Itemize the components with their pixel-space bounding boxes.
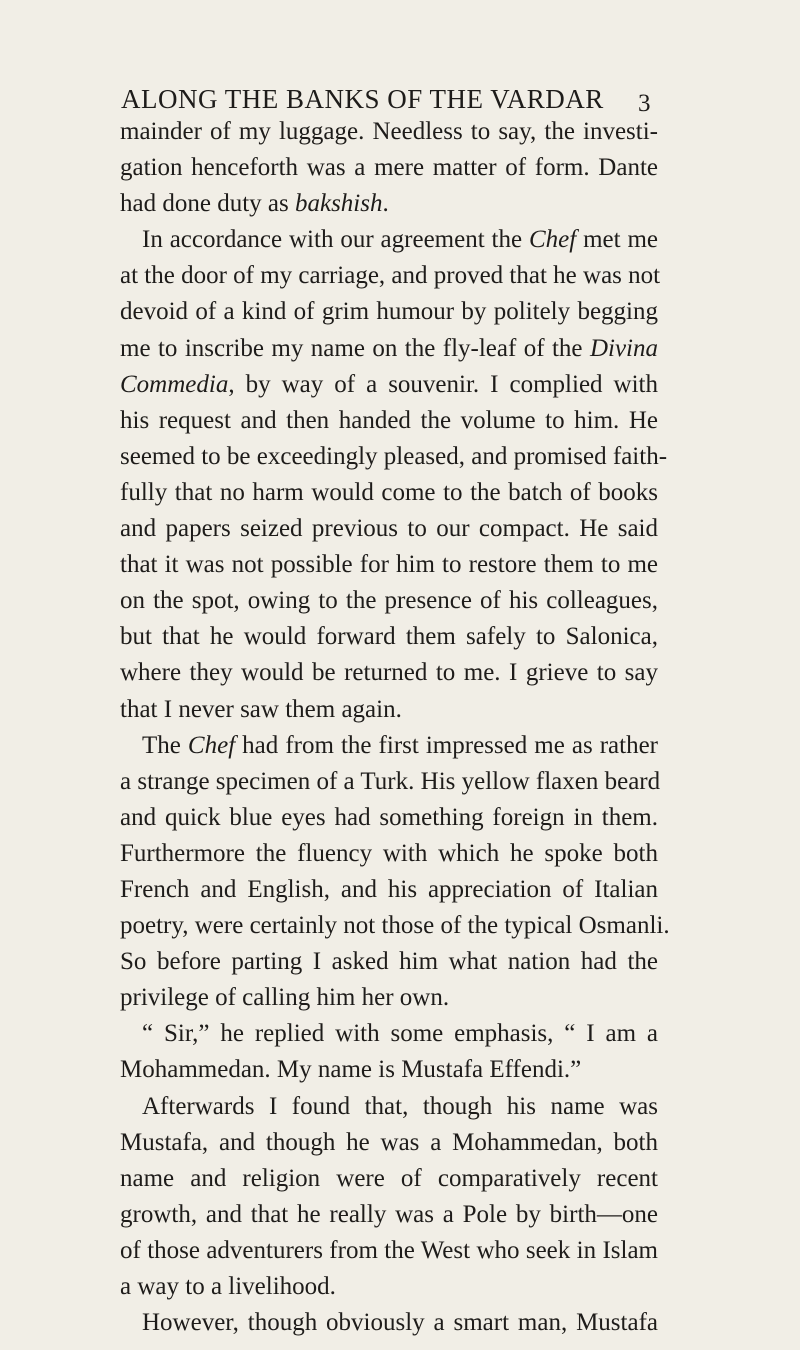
- text-span: So before parting I asked him what nation had the: [120, 948, 658, 976]
- text-span: of those adventurers from the West who seek in Islam: [120, 1236, 658, 1264]
- text-span: seemed to be exceedingly pleased, and promised faith-: [120, 442, 668, 470]
- text-line: [120, 367, 658, 403]
- text-span: , by way of a souvenir. I complied with: [228, 370, 658, 398]
- text-span: growth, and that he really was a Pole by birth—one: [120, 1200, 658, 1228]
- body-text: [120, 114, 670, 1341]
- text-span: that I never saw them again.: [120, 695, 402, 723]
- text-span: privilege of calling him her own.: [120, 984, 450, 1012]
- text-span: a strange specimen of a Turk. His yellow flaxen beard: [120, 767, 661, 795]
- text-line: [120, 294, 658, 330]
- text-line: [120, 1016, 658, 1052]
- text-span: had done duty as: [120, 190, 295, 218]
- text-span: Mohammedan. My name is Mustafa Effendi.”: [120, 1056, 582, 1084]
- text-line: [120, 692, 658, 728]
- page-number: 3: [638, 90, 651, 117]
- text-span: However, though obviously a smart man, Mustafa: [142, 1309, 658, 1337]
- text-line: [120, 944, 658, 980]
- text-line: [120, 728, 658, 764]
- text-line: [120, 150, 658, 186]
- text-line: [120, 836, 658, 872]
- text-line: [120, 655, 658, 691]
- text-line: [120, 475, 658, 511]
- text-line: [120, 222, 658, 258]
- text-span: but that he would forward them safely to Salonica,: [120, 623, 658, 651]
- text-line: [120, 186, 658, 222]
- text-line: [120, 764, 661, 800]
- text-line: [120, 1305, 658, 1341]
- text-line: [120, 1089, 658, 1125]
- text-line: [120, 511, 658, 547]
- text-line: [120, 331, 658, 367]
- text-span: where they would be returned to me. I grieve to say: [120, 659, 658, 687]
- text-span: on the spot, owing to the presence of his colleagues,: [120, 587, 658, 615]
- text-span: met me: [576, 226, 658, 254]
- text-span: Afterwards I found that, though his name was: [142, 1092, 658, 1120]
- text-line: [120, 114, 658, 150]
- text-span: me to inscribe my name on the fly-leaf of the: [120, 334, 590, 362]
- text-line: [120, 1125, 658, 1161]
- text-span: and quick blue eyes had something foreign in them.: [120, 803, 658, 831]
- text-span: and papers seized previous to our compact. He said: [120, 515, 658, 543]
- text-span: devoid of a kind of grim humour by politely begging: [120, 298, 658, 326]
- text-line: [120, 800, 658, 836]
- italic-text: Chef: [187, 731, 236, 759]
- text-line: [120, 258, 661, 294]
- text-span: gation henceforth was a mere matter of form. Dante: [120, 154, 658, 182]
- text-span: Mustafa, and though he was a Mohammedan, both: [120, 1128, 658, 1156]
- text-span: fully that no harm would come to the batch of books: [120, 478, 658, 506]
- text-span: .: [382, 190, 389, 218]
- text-span: a way to a livelihood.: [120, 1273, 336, 1300]
- text-span: had from the first impressed me as rather: [235, 731, 659, 759]
- text-line: [120, 547, 658, 583]
- text-span: his request and then handed the volume to him. He: [120, 406, 658, 434]
- running-head: ALONG THE BANKS OF THE VARDAR: [121, 84, 604, 114]
- text-span: In accordance with our agreement the: [142, 226, 529, 254]
- text-span: The: [142, 731, 188, 759]
- text-line: [120, 619, 658, 655]
- text-line: [120, 872, 658, 908]
- italic-text: Chef: [528, 226, 577, 254]
- text-span: at the door of my carriage, and proved that he was not: [120, 262, 661, 290]
- text-line: [120, 1161, 658, 1197]
- text-span: poetry, were certainly not those of the typical Osmanli.: [120, 912, 670, 940]
- text-line: [120, 403, 658, 439]
- text-line: [120, 439, 668, 475]
- text-line: [120, 908, 670, 944]
- text-line: [120, 1052, 658, 1088]
- text-span: mainder of my luggage. Needless to say, the investi-: [120, 118, 658, 145]
- text-span: name and religion were of comparatively recent: [120, 1164, 658, 1192]
- italic-text: Divina: [589, 334, 658, 362]
- text-line: [120, 980, 658, 1016]
- text-line: [120, 1197, 658, 1233]
- text-line: [120, 1269, 658, 1305]
- text-line: [120, 583, 658, 619]
- text-span: French and English, and his appreciation of Italian: [120, 875, 658, 903]
- italic-text: bakshish: [294, 190, 383, 218]
- italic-text: Commedia: [120, 370, 229, 398]
- text-span: “ Sir,” he replied with some emphasis, “ I am a: [142, 1020, 658, 1048]
- text-span: that it was not possible for him to restore them to me: [120, 551, 658, 579]
- text-span: Furthermore the fluency with which he spoke both: [120, 839, 658, 867]
- text-line: [120, 1233, 658, 1269]
